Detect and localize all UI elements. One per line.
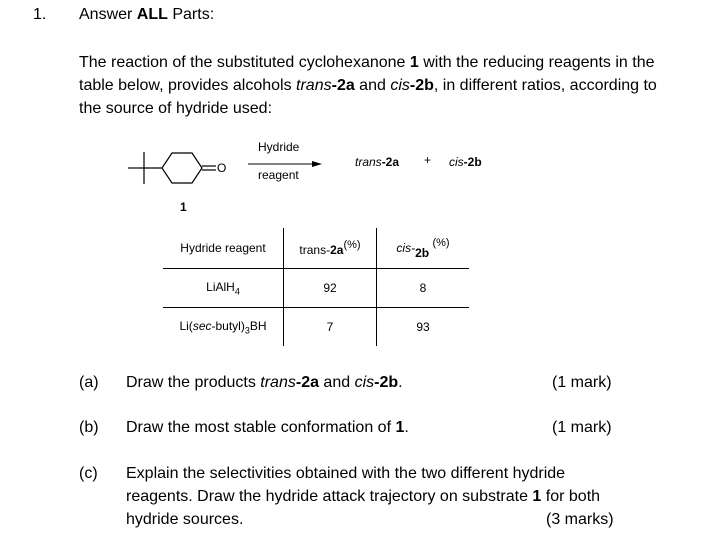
carbonyl-oxygen-label: O	[217, 161, 227, 175]
part-c-marks: (3 marks)	[546, 511, 614, 528]
part-c-line3: hydride sources.	[126, 511, 244, 528]
table-row	[163, 269, 469, 308]
instruction-suffix: Parts:	[167, 6, 215, 23]
reaction-arrow	[248, 161, 322, 167]
intro-paragraph: The reaction of the substituted cyclohexanone 1 with the reducing reagents in the table below, provides alcohols trans-2a and cis-2b, in different ratios, according to the source of hydride used:	[79, 54, 657, 117]
header-cis: cis-2b (%)	[377, 228, 470, 269]
instruction-prefix: Answer	[79, 6, 137, 23]
row2-trans: 7	[284, 308, 377, 347]
arrow-label-bottom: reagent	[258, 168, 299, 182]
arrow-label-top: Hydride	[258, 140, 300, 154]
row1-cis: 8	[377, 269, 470, 308]
part-a-marks: (1 mark)	[552, 374, 612, 391]
row1-trans: 92	[284, 269, 377, 308]
hydride-table	[163, 228, 469, 346]
header-trans: trans-2a(%)	[284, 228, 377, 269]
plus-sign: +	[424, 153, 432, 167]
row1-reagent: LiAlH$_4$	[163, 269, 284, 308]
part-b-marks: (1 mark)	[552, 419, 612, 436]
part-c-line1: Explain the selectivities obtained with the two different hydride	[126, 465, 566, 482]
part-a-text: Draw the products trans-2a and cis-2b.	[126, 374, 403, 391]
part-c-label: (c)	[79, 465, 98, 482]
instruction-bold: ALL	[136, 6, 168, 23]
part-b-label: (b)	[79, 419, 99, 436]
compound-1-label: 1	[180, 200, 187, 214]
product-cis-2b: cis-2b	[449, 155, 482, 169]
table-header-row	[163, 228, 469, 269]
row2-cis: 93	[416, 320, 430, 334]
header-reagent: Hydride reagent	[163, 228, 284, 269]
product-trans-2a: trans-2a	[355, 155, 400, 169]
part-b-text: Draw the most stable conformation of 1.	[126, 419, 409, 436]
question-number: 1.	[33, 6, 47, 23]
table-row	[163, 308, 469, 347]
cyclohexanone-structure	[128, 152, 216, 184]
row2-reagent: $Li(\sec-butyl)_3BH$	[163, 308, 284, 347]
part-c-line2: reagents. Draw the hydride attack trajectory on substrate 1 for both	[126, 488, 601, 505]
part-a-label: (a)	[79, 374, 99, 391]
